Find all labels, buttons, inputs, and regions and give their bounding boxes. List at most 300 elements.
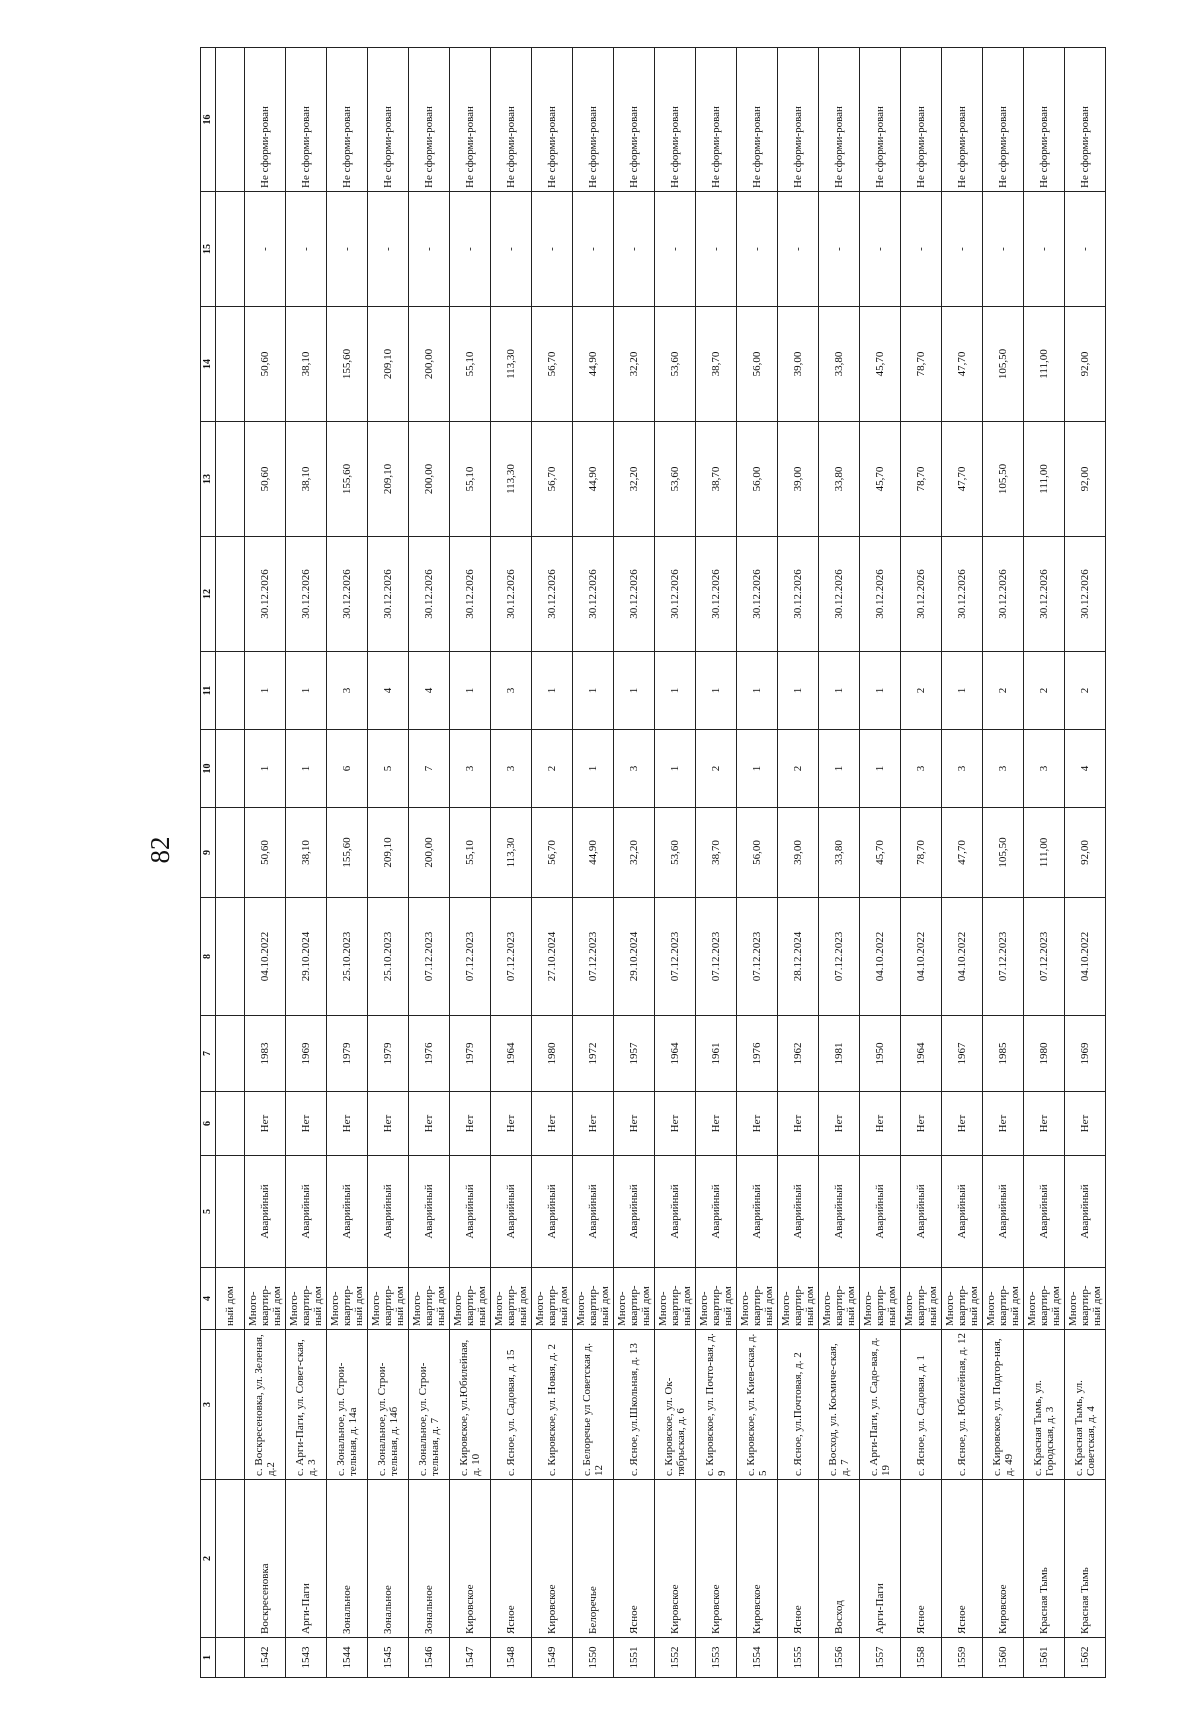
address: с. Кировское, ул. Подгор-ная, д. 49 (983, 1330, 1024, 1480)
column-number: 3 (201, 1330, 216, 1480)
apartments-count: 2 (901, 652, 942, 730)
area-col14: 50,60 (245, 307, 286, 422)
area-col13: 105,50 (983, 422, 1024, 537)
flag-value: Нет (286, 1092, 327, 1156)
recognition-date: 07.12.2023 (409, 898, 450, 1016)
total-area: 45,70 (860, 808, 901, 898)
flag-value: Нет (901, 1092, 942, 1156)
condition-status: Аварийный (327, 1156, 368, 1268)
residents-count: 3 (614, 730, 655, 808)
col15-value: - (819, 192, 860, 307)
condition-status: Аварийный (983, 1156, 1024, 1268)
row-number: 1562 (1065, 1638, 1106, 1678)
build-year: 1980 (532, 1016, 573, 1092)
column-number: 8 (201, 898, 216, 1016)
column-number: 5 (201, 1156, 216, 1268)
settlement-name: Кировское (983, 1480, 1024, 1638)
area-col13: 47,70 (942, 422, 983, 537)
building-type: Много-квартир-ный дом (1065, 1268, 1106, 1330)
recognition-date: 07.12.2023 (696, 898, 737, 1016)
build-year: 1976 (409, 1016, 450, 1092)
area-col14: 78,70 (901, 307, 942, 422)
status-note: Не сформи-рован (532, 48, 573, 192)
build-year: 1985 (983, 1016, 1024, 1092)
table-row (573, 48, 614, 1678)
settlement-name: Красная Тымь (1024, 1480, 1065, 1638)
condition-status: Аварийный (491, 1156, 532, 1268)
settlement-name: Зональное (327, 1480, 368, 1638)
resettlement-deadline: 30.12.2026 (573, 537, 614, 652)
area-col13: 38,70 (696, 422, 737, 537)
recognition-date: 28.12.2024 (778, 898, 819, 1016)
area-col13: 111,00 (1024, 422, 1065, 537)
apartments-count: 1 (942, 652, 983, 730)
area-col13: 113,30 (491, 422, 532, 537)
build-year: 1969 (286, 1016, 327, 1092)
table-row (819, 48, 860, 1678)
table-row (1065, 48, 1106, 1678)
apartments-count: 1 (573, 652, 614, 730)
settlement-name: Ясное (942, 1480, 983, 1638)
row-number: 1557 (860, 1638, 901, 1678)
total-area: 38,70 (696, 808, 737, 898)
area-col13: 200,00 (409, 422, 450, 537)
resettlement-deadline: 30.12.2026 (819, 537, 860, 652)
recognition-date: 07.12.2023 (1024, 898, 1065, 1016)
resettlement-deadline: 30.12.2026 (778, 537, 819, 652)
column-number: 11 (201, 652, 216, 730)
recognition-date: 07.12.2023 (655, 898, 696, 1016)
settlement-name: Восход (819, 1480, 860, 1638)
build-year: 1950 (860, 1016, 901, 1092)
building-type: Много-квартир-ный дом (901, 1268, 942, 1330)
row-number: 1546 (409, 1638, 450, 1678)
resettlement-deadline: 30.12.2026 (1024, 537, 1065, 652)
flag-value: Нет (778, 1092, 819, 1156)
recognition-date: 07.12.2023 (983, 898, 1024, 1016)
area-col14: 38,70 (696, 307, 737, 422)
settlement-name: Кировское (696, 1480, 737, 1638)
total-area: 32,20 (614, 808, 655, 898)
table-row (409, 48, 450, 1678)
residents-count: 2 (696, 730, 737, 808)
apartments-count: 3 (491, 652, 532, 730)
col15-value: - (245, 192, 286, 307)
settlement-name: Белоречье (573, 1480, 614, 1638)
resettlement-deadline: 30.12.2026 (942, 537, 983, 652)
build-year: 1964 (655, 1016, 696, 1092)
residents-count: 7 (409, 730, 450, 808)
resettlement-deadline: 30.12.2026 (901, 537, 942, 652)
area-col13: 56,00 (737, 422, 778, 537)
address: с. Ясное, ул. Садовая, д. 1 (901, 1330, 942, 1480)
table-row (696, 48, 737, 1678)
residents-count: 3 (942, 730, 983, 808)
address: с. Кировское, ул. Новая, д. 2 (532, 1330, 573, 1480)
status-note: Не сформи-рован (983, 48, 1024, 192)
residents-count: 4 (1065, 730, 1106, 808)
col15-value: - (409, 192, 450, 307)
building-type: Много-квартир-ный дом (532, 1268, 573, 1330)
address: с. Зональное, ул. Строи-тельная, д. 14а (327, 1330, 368, 1480)
recognition-date: 29.10.2024 (286, 898, 327, 1016)
table-row (901, 48, 942, 1678)
apartments-count: 1 (737, 652, 778, 730)
status-note: Не сформи-рован (450, 48, 491, 192)
condition-status: Аварийный (860, 1156, 901, 1268)
recognition-date: 29.10.2024 (614, 898, 655, 1016)
status-note: Не сформи-рован (1024, 48, 1065, 192)
status-note: Не сформи-рован (409, 48, 450, 192)
rotated-register-table (200, 48, 1103, 1678)
row-number: 1548 (491, 1638, 532, 1678)
apartments-count: 1 (532, 652, 573, 730)
building-type: Много-квартир-ный дом (286, 1268, 327, 1330)
table-row (286, 48, 327, 1678)
settlement-name: Кировское (532, 1480, 573, 1638)
settlement-name: Ясное (491, 1480, 532, 1638)
flag-value: Нет (532, 1092, 573, 1156)
settlement-name: Арги-Паги (286, 1480, 327, 1638)
resettlement-deadline: 30.12.2026 (450, 537, 491, 652)
total-area: 56,70 (532, 808, 573, 898)
total-area: 38,10 (286, 808, 327, 898)
row-number: 1560 (983, 1638, 1024, 1678)
table-row (942, 48, 983, 1678)
area-col13: 38,10 (286, 422, 327, 537)
col15-value: - (286, 192, 327, 307)
building-type: Много-квартир-ный дом (450, 1268, 491, 1330)
residents-count: 1 (860, 730, 901, 808)
table-row (368, 48, 409, 1678)
row-number: 1561 (1024, 1638, 1065, 1678)
apartments-count: 1 (655, 652, 696, 730)
apartments-count: 1 (450, 652, 491, 730)
area-col14: 32,20 (614, 307, 655, 422)
col15-value: - (983, 192, 1024, 307)
row-number: 1555 (778, 1638, 819, 1678)
flag-value: Нет (573, 1092, 614, 1156)
build-year: 1981 (819, 1016, 860, 1092)
carry-over-text: ный дом (216, 1268, 245, 1330)
col15-value: - (901, 192, 942, 307)
resettlement-deadline: 30.12.2026 (860, 537, 901, 652)
address: с. Белоречье ул Советская д. 12 (573, 1330, 614, 1480)
table-row (983, 48, 1024, 1678)
area-col14: 56,70 (532, 307, 573, 422)
recognition-date: 27.10.2024 (532, 898, 573, 1016)
column-number: 12 (201, 537, 216, 652)
area-col14: 55,10 (450, 307, 491, 422)
settlement-name: Арги-Паги (860, 1480, 901, 1638)
area-col14: 45,70 (860, 307, 901, 422)
address: с. Арги-Паги, ул. Садо-вая, д. 19 (860, 1330, 901, 1480)
area-col14: 44,90 (573, 307, 614, 422)
column-number: 15 (201, 192, 216, 307)
residents-count: 6 (327, 730, 368, 808)
resettlement-deadline: 30.12.2026 (696, 537, 737, 652)
area-col14: 38,10 (286, 307, 327, 422)
flag-value: Нет (696, 1092, 737, 1156)
apartments-count: 1 (819, 652, 860, 730)
build-year: 1976 (737, 1016, 778, 1092)
area-col13: 209,10 (368, 422, 409, 537)
area-col13: 45,70 (860, 422, 901, 537)
flag-value: Нет (1024, 1092, 1065, 1156)
recognition-date: 25.10.2023 (327, 898, 368, 1016)
flag-value: Нет (409, 1092, 450, 1156)
building-type: Много-квартир-ный дом (819, 1268, 860, 1330)
column-number: 4 (201, 1268, 216, 1330)
settlement-name: Кировское (737, 1480, 778, 1638)
condition-status: Аварийный (573, 1156, 614, 1268)
residents-count: 1 (245, 730, 286, 808)
building-type: Много-квартир-ный дом (696, 1268, 737, 1330)
build-year: 1962 (778, 1016, 819, 1092)
residents-count: 3 (1024, 730, 1065, 808)
residents-count: 2 (778, 730, 819, 808)
build-year: 1964 (491, 1016, 532, 1092)
column-number: 2 (201, 1480, 216, 1638)
building-type: Много-квартир-ный дом (368, 1268, 409, 1330)
row-number: 1545 (368, 1638, 409, 1678)
column-number: 1 (201, 1638, 216, 1678)
col15-value: - (1024, 192, 1065, 307)
area-col14: 200,00 (409, 307, 450, 422)
build-year: 1964 (901, 1016, 942, 1092)
housing-register-table (200, 47, 1106, 1678)
settlement-name: Зональное (409, 1480, 450, 1638)
flag-value: Нет (245, 1092, 286, 1156)
condition-status: Аварийный (409, 1156, 450, 1268)
address: с. Ясное, ул.Школьная, д. 13 (614, 1330, 655, 1480)
column-number: 9 (201, 808, 216, 898)
recognition-date: 04.10.2022 (942, 898, 983, 1016)
building-type: Много-квартир-ный дом (1024, 1268, 1065, 1330)
area-col13: 92,00 (1065, 422, 1106, 537)
row-number: 1556 (819, 1638, 860, 1678)
recognition-date: 04.10.2022 (860, 898, 901, 1016)
flag-value: Нет (819, 1092, 860, 1156)
total-area: 78,70 (901, 808, 942, 898)
flag-value: Нет (327, 1092, 368, 1156)
area-col14: 56,00 (737, 307, 778, 422)
building-type: Много-квартир-ный дом (655, 1268, 696, 1330)
row-number: 1554 (737, 1638, 778, 1678)
flag-value: Нет (737, 1092, 778, 1156)
area-col13: 55,10 (450, 422, 491, 537)
building-type: Много-квартир-ный дом (983, 1268, 1024, 1330)
row-number: 1549 (532, 1638, 573, 1678)
status-note: Не сформи-рован (778, 48, 819, 192)
total-area: 44,90 (573, 808, 614, 898)
settlement-name: Ясное (614, 1480, 655, 1638)
column-number-row (201, 48, 216, 1678)
resettlement-deadline: 30.12.2026 (983, 537, 1024, 652)
status-note: Не сформи-рован (1065, 48, 1106, 192)
residents-count: 3 (983, 730, 1024, 808)
build-year: 1979 (368, 1016, 409, 1092)
status-note: Не сформи-рован (327, 48, 368, 192)
apartments-count: 4 (409, 652, 450, 730)
total-area: 209,10 (368, 808, 409, 898)
settlement-name: Ясное (901, 1480, 942, 1638)
address: с. Красная Тымь, ул. Городская, д. 3 (1024, 1330, 1065, 1480)
total-area: 55,10 (450, 808, 491, 898)
settlement-name: Воскресеновка (245, 1480, 286, 1638)
table-row (1024, 48, 1065, 1678)
build-year: 1980 (1024, 1016, 1065, 1092)
status-note: Не сформи-рован (614, 48, 655, 192)
row-number: 1552 (655, 1638, 696, 1678)
column-number: 16 (201, 48, 216, 192)
table-row (860, 48, 901, 1678)
row-number: 1551 (614, 1638, 655, 1678)
total-area: 105,50 (983, 808, 1024, 898)
build-year: 1957 (614, 1016, 655, 1092)
apartments-count: 1 (860, 652, 901, 730)
address: с. Ясное, ул.Почтовая, д. 2 (778, 1330, 819, 1480)
recognition-date: 07.12.2023 (450, 898, 491, 1016)
settlement-name: Красная Тымь (1065, 1480, 1106, 1638)
address: с. Зональное, ул. Строи-тельная, д. 7 (409, 1330, 450, 1480)
flag-value: Нет (655, 1092, 696, 1156)
table-row (655, 48, 696, 1678)
area-col13: 56,70 (532, 422, 573, 537)
recognition-date: 07.12.2023 (491, 898, 532, 1016)
area-col14: 53,60 (655, 307, 696, 422)
page-number: 82 (145, 836, 175, 864)
status-note: Не сформи-рован (368, 48, 409, 192)
area-col14: 39,00 (778, 307, 819, 422)
status-note: Не сформи-рован (901, 48, 942, 192)
total-area: 33,80 (819, 808, 860, 898)
resettlement-deadline: 30.12.2026 (655, 537, 696, 652)
table-row (450, 48, 491, 1678)
condition-status: Аварийный (1065, 1156, 1106, 1268)
total-area: 50,60 (245, 808, 286, 898)
residents-count: 3 (450, 730, 491, 808)
condition-status: Аварийный (614, 1156, 655, 1268)
condition-status: Аварийный (942, 1156, 983, 1268)
area-col13: 78,70 (901, 422, 942, 537)
table-row (532, 48, 573, 1678)
condition-status: Аварийный (368, 1156, 409, 1268)
col15-value: - (860, 192, 901, 307)
apartments-count: 2 (1065, 652, 1106, 730)
table-row (491, 48, 532, 1678)
condition-status: Аварийный (450, 1156, 491, 1268)
area-col14: 105,50 (983, 307, 1024, 422)
area-col14: 92,00 (1065, 307, 1106, 422)
table-row (778, 48, 819, 1678)
table-row (614, 48, 655, 1678)
condition-status: Аварийный (245, 1156, 286, 1268)
residents-count: 1 (737, 730, 778, 808)
total-area: 92,00 (1065, 808, 1106, 898)
col15-value: - (450, 192, 491, 307)
building-type: Много-квартир-ный дом (737, 1268, 778, 1330)
recognition-date: 07.12.2023 (819, 898, 860, 1016)
column-number: 6 (201, 1092, 216, 1156)
address: с. Ясное, ул. Юбилейная, д. 12 (942, 1330, 983, 1480)
residents-count: 1 (819, 730, 860, 808)
col15-value: - (327, 192, 368, 307)
address: с. Восход, ул. Космиче-ская, д. 7 (819, 1330, 860, 1480)
status-note: Не сформи-рован (696, 48, 737, 192)
status-note: Не сформи-рован (819, 48, 860, 192)
status-note: Не сформи-рован (245, 48, 286, 192)
col15-value: - (778, 192, 819, 307)
apartments-count: 2 (1024, 652, 1065, 730)
building-type: Много-квартир-ный дом (573, 1268, 614, 1330)
area-col13: 50,60 (245, 422, 286, 537)
flag-value: Нет (942, 1092, 983, 1156)
col15-value: - (942, 192, 983, 307)
col15-value: - (573, 192, 614, 307)
condition-status: Аварийный (532, 1156, 573, 1268)
building-type: Много-квартир-ный дом (860, 1268, 901, 1330)
condition-status: Аварийный (737, 1156, 778, 1268)
residents-count: 2 (532, 730, 573, 808)
condition-status: Аварийный (819, 1156, 860, 1268)
resettlement-deadline: 30.12.2026 (327, 537, 368, 652)
area-col13: 33,80 (819, 422, 860, 537)
building-type: Много-квартир-ный дом (327, 1268, 368, 1330)
status-note: Не сформи-рован (573, 48, 614, 192)
condition-status: Аварийный (778, 1156, 819, 1268)
address: с. Ясное, ул. Садовая, д. 15 (491, 1330, 532, 1480)
col15-value: - (655, 192, 696, 307)
area-col14: 113,30 (491, 307, 532, 422)
col15-value: - (1065, 192, 1106, 307)
build-year: 1979 (327, 1016, 368, 1092)
area-col13: 155,60 (327, 422, 368, 537)
building-type: Много-квартир-ный дом (614, 1268, 655, 1330)
area-col14: 47,70 (942, 307, 983, 422)
total-area: 111,00 (1024, 808, 1065, 898)
area-col13: 53,60 (655, 422, 696, 537)
carry-over-row (216, 48, 245, 1678)
column-number: 14 (201, 307, 216, 422)
apartments-count: 1 (245, 652, 286, 730)
address: с. Кировское, ул. Почто-вая, д. 9 (696, 1330, 737, 1480)
total-area: 53,60 (655, 808, 696, 898)
apartments-count: 4 (368, 652, 409, 730)
row-number: 1553 (696, 1638, 737, 1678)
build-year: 1983 (245, 1016, 286, 1092)
resettlement-deadline: 30.12.2026 (614, 537, 655, 652)
column-number: 7 (201, 1016, 216, 1092)
recognition-date: 04.10.2022 (901, 898, 942, 1016)
table-row (327, 48, 368, 1678)
condition-status: Аварийный (1024, 1156, 1065, 1268)
flag-value: Нет (860, 1092, 901, 1156)
flag-value: Нет (614, 1092, 655, 1156)
building-type: Много-квартир-ный дом (409, 1268, 450, 1330)
row-number: 1550 (573, 1638, 614, 1678)
address: с. Зональное, ул. Строи-тельная, д. 14б (368, 1330, 409, 1480)
recognition-date: 07.12.2023 (737, 898, 778, 1016)
condition-status: Аварийный (655, 1156, 696, 1268)
settlement-name: Кировское (450, 1480, 491, 1638)
recognition-date: 04.10.2022 (1065, 898, 1106, 1016)
area-col14: 209,10 (368, 307, 409, 422)
area-col14: 155,60 (327, 307, 368, 422)
table-row (737, 48, 778, 1678)
resettlement-deadline: 30.12.2026 (368, 537, 409, 652)
build-year: 1969 (1065, 1016, 1106, 1092)
